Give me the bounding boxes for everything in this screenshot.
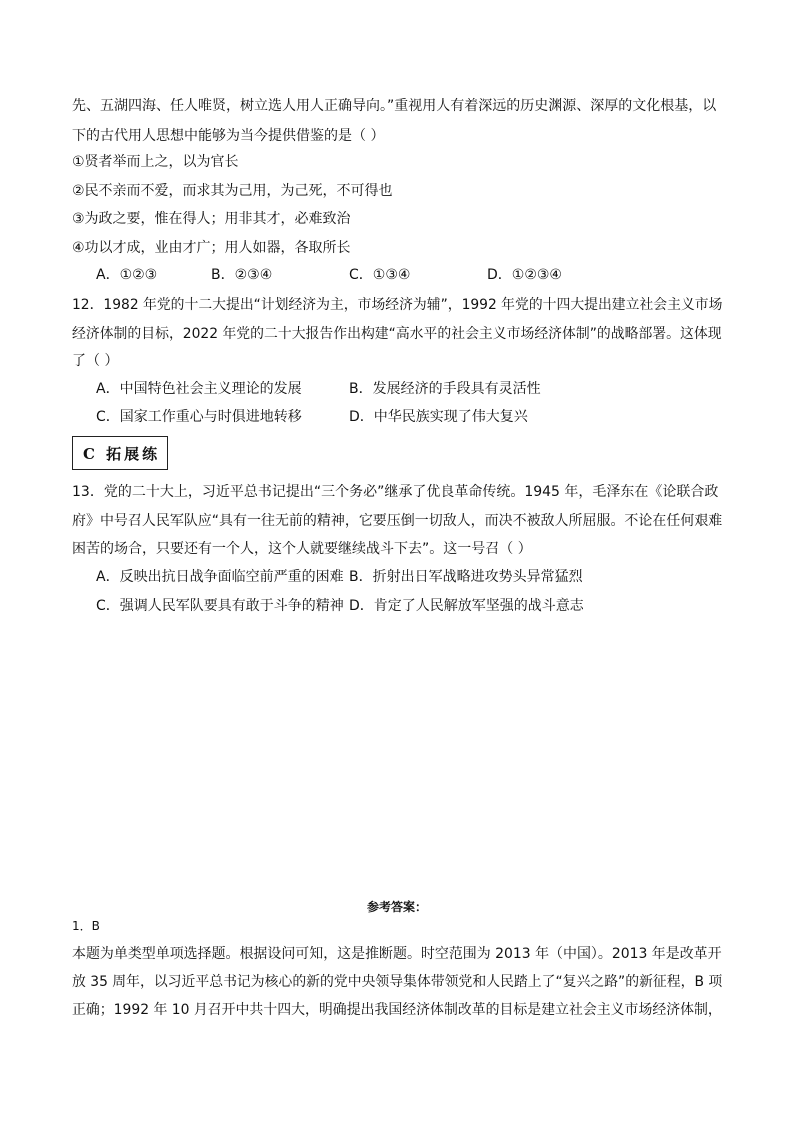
q11-line-1: 先、五湖四海、任人唯贤，树立选人用人正确导向。”重视用人有着深远的历史渊源、深厚的文化根基，以 bbox=[72, 98, 717, 114]
q12-line-3: 了（ ） bbox=[72, 353, 119, 369]
q13-line-3: 困苦的场合，只要还有一个人，这个人就要继续战斗下去”。这一号召（ ） bbox=[72, 541, 532, 557]
answer-1-line-2: 放 35 周年，以习近平总书记为核心的新的党中央领导集体带领党和人民踏上了“复兴之路”的新征程，B 项 bbox=[72, 974, 723, 990]
q13-option-d: D．肯定了人民解放军坚强的战斗意志 bbox=[349, 598, 584, 614]
section-label: C 拓展练 bbox=[83, 445, 161, 463]
q11-line-2: 下的古代用人思想中能够为当今提供借鉴的是（ ） bbox=[72, 128, 385, 144]
q13-line-2: 府》中号召人民军队应“具有一往无前的精神，它要压倒一切敌人，而决不被敌人所屈服。不论在任何艰难 bbox=[72, 513, 723, 529]
answers-title: 参考答案： bbox=[366, 900, 427, 914]
answer-1-line-1: 本题为单类型单项选择题。根据设问可知，这是推断题。时空范围为 2013 年（中国）。2013 年是改革开 bbox=[72, 946, 722, 962]
q11-option-a: A．①②③ bbox=[96, 267, 158, 283]
q12-option-a: A．中国特色社会主义理论的发展 bbox=[96, 381, 302, 397]
q11-option-b: B．②③④ bbox=[211, 267, 273, 283]
q12-line-2: 经济体制的目标，2022 年党的二十大报告作出构建“高水平的社会主义市场经济体制”的战略部署。这体现 bbox=[72, 326, 722, 342]
q11-option-c: C．①③④ bbox=[349, 267, 411, 283]
q11-option-d: D．①②③④ bbox=[487, 267, 562, 283]
q13-option-c: C．强调人民军队要具有敢于斗争的精神 bbox=[96, 598, 344, 614]
q13-line-1: 13．党的二十大上，习近平总书记提出“三个务必”继承了优良革命传统。1945 年，毛泽东在《论联合政 bbox=[72, 484, 719, 500]
answer-1-line-3: 正确；1992 年 10 月召开中共十四大，明确提出我国经济体制改革的目标是建立社会主义市场经济体制， bbox=[72, 1002, 722, 1018]
q12-option-c: C．国家工作重心与时俱进地转移 bbox=[96, 409, 302, 425]
q13-option-a: A．反映出抗日战争面临空前严重的困难 bbox=[96, 569, 344, 585]
q13-option-b: B．折射出日军战略进攻势头异常猛烈 bbox=[349, 569, 583, 585]
q11-statement-3: ③为政之要，惟在得人；用非其才，必难致治 bbox=[72, 211, 351, 227]
answer-1-number: 1．B bbox=[72, 919, 100, 933]
q11-statement-1: ①贤者举而上之，以为官长 bbox=[72, 154, 239, 170]
section-label-box bbox=[72, 436, 168, 470]
q12-option-b: B．发展经济的手段具有灵活性 bbox=[349, 381, 541, 397]
q11-statement-4: ④功以才成，业由才广；用人如器，各取所长 bbox=[72, 240, 351, 256]
q11-statement-2: ②民不亲而不爱，而求其为己用，为己死，不可得也 bbox=[72, 183, 393, 199]
q12-line-1: 12．1982 年党的十二大提出“计划经济为主，市场经济为辅”，1992 年党的十四大提出建立社会主义市场 bbox=[72, 297, 723, 313]
q12-option-d: D．中华民族实现了伟大复兴 bbox=[349, 409, 528, 425]
